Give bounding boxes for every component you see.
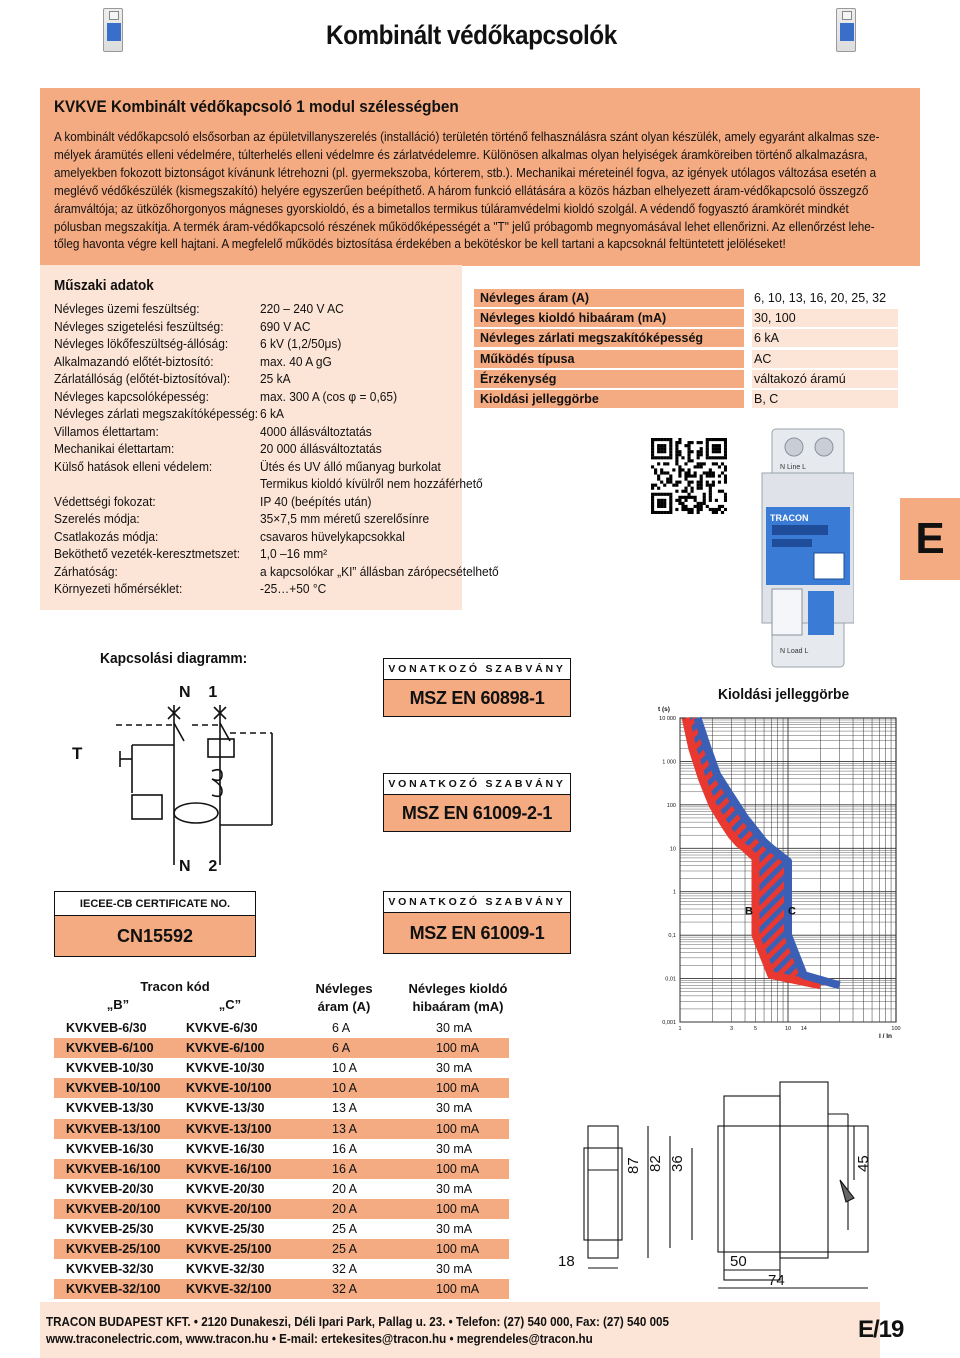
cell-ma: 30 mA (436, 1141, 473, 1156)
series-label-c: C (788, 905, 796, 918)
col-fault-line: hibaáram (mA) (412, 999, 504, 1014)
table-row (54, 1159, 509, 1179)
cell-b: KVKVEB-25/30 (66, 1222, 154, 1236)
cell-a: 20 A (332, 1201, 358, 1216)
spec-label: Külső hatások elleni védelem: (54, 458, 213, 474)
table-row (54, 1259, 509, 1279)
rating-row (474, 370, 898, 388)
cell-ma: 100 mA (436, 1201, 480, 1216)
spec-value: 20 000 állásváltoztatás (260, 441, 382, 456)
spec-value: 220 – 240 V AC (260, 301, 344, 316)
spec-value: csavaros hüvelykapcsokkal (260, 528, 405, 544)
cell-c: KVKVE-13/30 (186, 1101, 265, 1116)
cell-b: KVKVEB-25/100 (66, 1242, 161, 1257)
spec-value: Termikus kioldó kívülről nem hozzáférhető (260, 476, 483, 491)
product-thumbnail-left (103, 8, 123, 52)
rating-value: váltakozó áramú (752, 370, 898, 388)
cell-a: 10 A (332, 1081, 358, 1096)
specs-heading: Műszaki adatok (54, 277, 154, 294)
spec-label: Beköthető vezeték-keresztmetszet: (54, 546, 241, 561)
table-row (54, 1078, 509, 1098)
device-load-label: N Load L (780, 648, 809, 655)
footer-band (40, 1302, 880, 1358)
cell-ma: 100 mA (436, 1242, 480, 1257)
standard-box (383, 658, 571, 717)
certificate-header: IECEE-CB CERTIFICATE NO. (55, 892, 255, 916)
cell-ma: 30 mA (436, 1061, 473, 1076)
device-line-label: N Line L (780, 464, 807, 471)
cell-b: KVKVEB-16/30 (66, 1141, 154, 1156)
cell-ma: 30 mA (436, 1222, 473, 1236)
section-tab: E (900, 498, 960, 580)
page-title: Kombinált védőkapcsolók (326, 20, 617, 50)
cell-c: KVKVE-6/100 (186, 1041, 265, 1056)
spec-label: Szerelés módja: (54, 511, 140, 526)
standard-box (383, 891, 571, 954)
dim-label: 36 (669, 1155, 686, 1172)
rating-value: 6, 10, 13, 16, 20, 25, 32 (754, 291, 887, 305)
rating-label: Kioldási jelleggörbe (474, 390, 744, 408)
table-row (54, 1219, 509, 1239)
rating-value: 30, 100 (752, 309, 898, 327)
spec-label: Névleges szigetelési feszültség: (54, 318, 224, 334)
col-current-line: Névleges (315, 981, 373, 996)
x-tick-label: 14 (800, 1026, 807, 1032)
dim-label: 45 (855, 1155, 872, 1172)
y-tick-label: 10 000 (659, 716, 676, 722)
cell-ma: 30 mA (436, 1021, 473, 1035)
cell-a: 16 A (332, 1161, 358, 1176)
rating-label: Érzékenység (474, 370, 744, 388)
cell-a: 32 A (332, 1282, 358, 1297)
certificate-box (54, 891, 256, 957)
cell-a: 25 A (332, 1222, 358, 1236)
cell-b: KVKVEB-10/100 (66, 1081, 161, 1096)
cell-c: KVKVE-20/30 (186, 1181, 265, 1196)
table-row (54, 1058, 509, 1078)
cell-c: KVKVE-20/100 (186, 1201, 272, 1216)
cell-c: KVKVE-16/100 (186, 1161, 272, 1176)
y-tick-label: 0,001 (662, 1020, 676, 1026)
cell-b: KVKVEB-6/100 (66, 1041, 154, 1056)
dim-label: 18 (558, 1253, 575, 1270)
spec-value: Ütés és UV álló műanyag burkolat (260, 458, 441, 474)
spec-value: 4000 állásváltoztatás (260, 423, 372, 439)
table-row (54, 1098, 509, 1118)
spec-value: 1,0 –16 mm² (260, 546, 328, 561)
cell-c: KVKVE-25/30 (186, 1222, 265, 1236)
spec-value: max. 300 A (cos φ = 0,65) (260, 388, 398, 404)
rating-label: Névleges zárlati megszakítóképesség (474, 329, 744, 347)
spec-label: Csatlakozás módja: (54, 528, 159, 544)
chart-title: Kioldási jelleggörbe (718, 686, 850, 703)
standard-header: VONATKOZÓ SZABVÁNY (384, 774, 570, 795)
rating-row (474, 350, 898, 368)
y-tick-label: 0,01 (665, 976, 676, 983)
y-tick-label: 100 (666, 802, 676, 809)
spec-label: Környezeti hőmérséklet: (54, 581, 183, 596)
intro-line: áramváltója; az ütközőhorgonyos mágneses gyorskioldó, és a bimetallos termikus túláramvédelmi kioldó szolgál. A védendő fogyasztó áramkörét mindkét (54, 200, 849, 216)
y-tick-label: 10 (669, 846, 676, 853)
cell-c: KVKVE-10/100 (186, 1081, 272, 1096)
cell-a: 13 A (332, 1101, 358, 1116)
spec-value: IP 40 (beépítés után) (260, 493, 372, 509)
footer-address: TRACON BUDAPEST KFT. • 2120 Dunakeszi, Déli Ipari Park, Pallag u. 23. • Telefon: (27) 540 000, Fax: (27) 540 005 (46, 1315, 669, 1329)
cell-ma: 30 mA (436, 1181, 473, 1196)
cell-b: KVKVEB-10/30 (66, 1061, 154, 1076)
intro-line: mélyek áramütés elleni védelmére, túlterhelés elleni védelmre és zárlatvédelemre. Különösen alkalmas olyan helyiségek áramköreiben történő alkalmazásra, (54, 146, 868, 162)
series-label-b: B (745, 905, 753, 918)
rating-row (474, 390, 898, 408)
cell-a: 20 A (332, 1181, 358, 1196)
cell-a: 6 A (332, 1021, 351, 1035)
x-tick-label: 1 (678, 1026, 682, 1032)
footer-contacts: www.traconelectric.com, www.tracon.hu • E-mail: ertekesites@tracon.hu • megrendeles@tracon.hu (46, 1332, 593, 1346)
standard-header: VONATKOZÓ SZABVÁNY (384, 892, 570, 913)
spec-label: Névleges kapcsolóképesség: (54, 388, 209, 404)
cell-a: 10 A (332, 1061, 358, 1076)
table-row (54, 1018, 509, 1038)
table-row (54, 1179, 509, 1199)
standard-value: MSZ EN 60898-1 (384, 680, 570, 716)
dim-label: 74 (768, 1272, 785, 1289)
cell-c: KVKVE-25/100 (186, 1242, 272, 1257)
cell-ma: 100 mA (436, 1081, 480, 1096)
col-b-header: „B” (106, 997, 130, 1012)
rating-value: B, C (752, 390, 898, 408)
standard-box (383, 773, 571, 832)
rating-row (474, 289, 898, 307)
col-fault-header (398, 980, 518, 1016)
product-thumbnail-right (836, 8, 856, 52)
col-fault-line: Névleges kioldó (408, 981, 508, 996)
cell-ma: 30 mA (436, 1262, 473, 1277)
cell-b: KVKVEB-32/100 (66, 1282, 161, 1297)
page-number: E/19 (858, 1316, 904, 1343)
cell-a: 32 A (332, 1262, 358, 1277)
cell-a: 13 A (332, 1121, 358, 1136)
rating-label: Névleges kioldó hibaáram (mA) (474, 309, 744, 327)
y-tick-label: 1 000 (662, 759, 676, 766)
spec-value: 6 kV (1,2/50μs) (260, 336, 342, 351)
cell-ma: 100 mA (436, 1121, 480, 1136)
diagram-heading: Kapcsolási diagramm: (100, 650, 248, 667)
spec-label: Védettségi fokozat: (54, 493, 156, 509)
table-row (54, 1239, 509, 1259)
dimension-drawing (548, 1030, 894, 1292)
cell-b: KVKVEB-13/30 (66, 1101, 154, 1116)
cell-b: KVKVEB-20/30 (66, 1181, 154, 1196)
col-current-line: áram (A) (317, 999, 371, 1014)
qr-code (651, 438, 727, 514)
spec-label: Névleges lökőfeszültség-állóság: (54, 336, 229, 351)
spec-value: -25…+50 °C (260, 581, 327, 596)
spec-value: 35×7,5 mm méretű szerelősínre (260, 511, 430, 526)
table-row (54, 1119, 509, 1139)
device-photo (758, 425, 854, 671)
cell-c: KVKVE-32/30 (186, 1262, 265, 1277)
rating-value: AC (752, 350, 898, 368)
x-tick-label: 100 (891, 1026, 901, 1032)
x-tick-label: 5 (753, 1026, 758, 1032)
dim-label: 82 (647, 1155, 664, 1172)
rating-row (474, 329, 898, 347)
cell-c: KVKVE-10/30 (186, 1061, 265, 1076)
cell-ma: 30 mA (436, 1101, 473, 1116)
cell-ma: 100 mA (436, 1282, 480, 1297)
cell-b: KVKVEB-32/30 (66, 1262, 154, 1277)
cell-c: KVKVE-13/100 (186, 1121, 272, 1136)
intro-line: amelyekben fokozott biztonságot kívánunk létrehozni (pl. gyermekszoba, kórterem, stb.). Mechanikai méreteinél fogva, az igények utólagos változása esetén a (54, 164, 877, 180)
spec-label: Villamos élettartam: (54, 423, 159, 439)
y-axis-label: t (s) (658, 706, 670, 713)
rating-value: 6 kA (752, 329, 898, 347)
spec-label: Zárlatállóság (előtét-biztosítóval): (54, 371, 231, 386)
intro-line: pólusban megszakítja. A termék áram-védőkapcsoló részének működőképességét a "T" jelű próbagomb megnyomásával lehet ellenőrizni. Az ellenőrzést lehe- (54, 218, 875, 234)
intro-text (54, 128, 905, 253)
col-current-header (300, 980, 388, 1016)
cell-a: 6 A (332, 1041, 351, 1056)
diagram-test-label: T (72, 744, 83, 763)
device-brand: TRACON (770, 513, 809, 523)
cell-b: KVKVEB-16/100 (66, 1161, 161, 1176)
table-row (54, 1279, 509, 1299)
spec-label: Mechanikai élettartam: (54, 441, 175, 456)
cell-ma: 100 mA (436, 1041, 480, 1056)
spec-label: Névleges zárlati megszakítóképesség: (54, 406, 259, 421)
rating-row (474, 309, 898, 327)
spec-label: Alkalmazandó előtét-biztosító: (54, 353, 214, 369)
spec-value: 25 kA (260, 371, 291, 386)
table-row (54, 1199, 509, 1219)
x-tick-label: 10 (784, 1026, 792, 1032)
cell-a: 25 A (332, 1242, 358, 1257)
x-axis-label: I / In (879, 1033, 892, 1040)
standard-value: MSZ EN 61009-1 (384, 913, 570, 953)
cell-a: 16 A (332, 1141, 358, 1156)
cell-ma: 100 mA (436, 1161, 480, 1176)
rating-label: Névleges áram (A) (474, 289, 744, 307)
y-tick-label: 1 (672, 889, 676, 896)
cell-c: KVKVE-16/30 (186, 1141, 265, 1156)
table-row (54, 1038, 509, 1058)
spec-value: 6 kA (260, 406, 284, 421)
col-c-header: „C” (218, 997, 242, 1012)
spec-label: Zárhatóság: (54, 563, 118, 579)
intro-line: tőleg havonta végre kell hajtani. A megfelelő működés biztosítása érdekében a bekötéskor be kell tartani a kapcsoknál feltüntetett jelöléseket! (54, 236, 786, 252)
certificate-value: CN15592 (55, 916, 255, 956)
cell-c: KVKVE-32/100 (186, 1282, 272, 1297)
spec-value: max. 40 A gG (260, 353, 332, 369)
standard-header: VONATKOZÓ SZABVÁNY (384, 659, 570, 680)
x-tick-label: 3 (729, 1026, 734, 1032)
dim-label: 87 (625, 1157, 642, 1174)
tripping-curve-chart (640, 700, 906, 1040)
cell-c: KVKVE-6/30 (186, 1021, 258, 1035)
diagram-top-terminals: N 1 (179, 684, 218, 701)
intro-heading: KVKVE Kombinált védőkapcsoló 1 modul szélességben (54, 97, 459, 116)
spec-value: 690 V AC (260, 318, 311, 334)
spec-label: Névleges üzemi feszültség: (54, 301, 200, 316)
rating-label: Működés típusa (474, 350, 744, 368)
table-row (54, 1139, 509, 1159)
intro-line: meglévő védőkészülék (kismegszakító) helyére egyszerűen beépíthető. A három funkció ellátására a közös házban elhelyezett áram-védőkapcsoló összegző (54, 182, 869, 198)
col-group-tracon-code: Tracon kód (140, 979, 210, 994)
intro-line: A kombinált védőkapcsoló elsősorban az épületvillanyszerelés (installáció) területén történő felhasználásra szánt olyan készülék, amely egyaránt alkalmas sze- (54, 129, 880, 144)
spec-value: a kapcsolókar „KI” állásban zárópecsételhető (260, 563, 499, 579)
y-tick-label: 0,1 (668, 933, 676, 940)
dim-label: 50 (730, 1253, 747, 1270)
cell-b: KVKVEB-20/100 (66, 1201, 161, 1216)
cell-b: KVKVEB-13/100 (66, 1121, 161, 1136)
diagram-bottom-terminals: N 2 (179, 858, 218, 875)
standard-value: MSZ EN 61009-2-1 (384, 795, 570, 831)
switching-diagram (62, 675, 280, 875)
cell-b: KVKVEB-6/30 (66, 1021, 147, 1035)
